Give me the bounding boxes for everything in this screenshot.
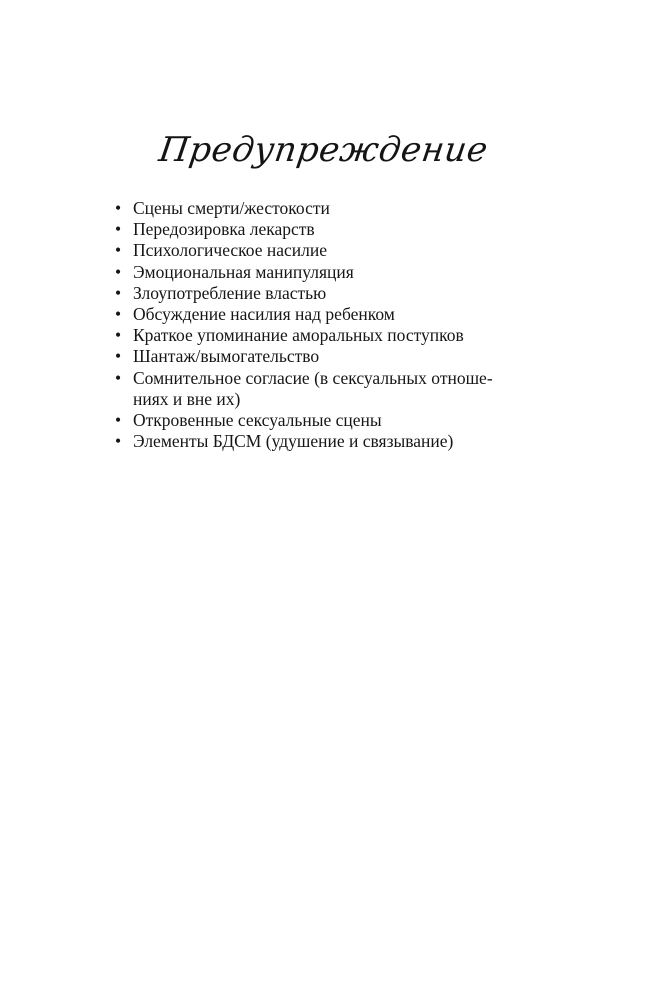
bullet-icon: • <box>115 304 122 325</box>
bullet-icon: • <box>115 282 122 303</box>
bullet-icon: • <box>115 325 122 346</box>
warning-item <box>114 410 534 431</box>
warning-item-text: Сцены смерти/жестокости <box>133 198 330 218</box>
warning-item-text: Передозировка лекарств <box>133 219 315 240</box>
bullet-icon: • <box>115 198 122 218</box>
bullet-icon: • <box>115 431 122 452</box>
bullet-icon: • <box>115 346 122 367</box>
warning-item-text: Краткое упоминание аморальных поступков <box>133 325 464 346</box>
warning-item <box>114 198 534 219</box>
bullet-icon: • <box>115 367 122 388</box>
bullet-icon: • <box>115 219 122 240</box>
warning-item-text: Шантаж/вымогательство <box>133 346 320 367</box>
warning-item-text: Откровенные сексуальные сцены <box>133 410 382 431</box>
warning-item-text: Сомнительное согласие (в сексуальных отноше- <box>133 367 493 388</box>
warning-item-text: Злоупотребление властью <box>133 282 327 303</box>
warning-list <box>114 198 534 452</box>
warning-item <box>114 368 534 410</box>
warning-item <box>114 431 534 452</box>
warning-item <box>114 283 534 304</box>
page-title: Предупреждение <box>156 130 491 170</box>
warning-item <box>114 219 534 240</box>
warning-item-text: Обсуждение насилия над ребенком <box>133 304 395 325</box>
warning-item-text: Эмоциональная манипуляция <box>133 261 354 282</box>
warning-item <box>114 262 534 283</box>
warning-item <box>114 240 534 261</box>
warning-item-text: Психологическое насилие <box>133 240 328 261</box>
bullet-icon: • <box>115 410 122 431</box>
warning-item <box>114 325 534 346</box>
bullet-icon: • <box>115 240 122 261</box>
warning-item <box>114 346 534 367</box>
warning-item-text: ниях и вне их) <box>133 388 241 409</box>
warning-item-text: Элементы БДСМ (удушение и связывание) <box>133 431 454 452</box>
warning-item <box>114 304 534 325</box>
bullet-icon: • <box>115 261 122 282</box>
